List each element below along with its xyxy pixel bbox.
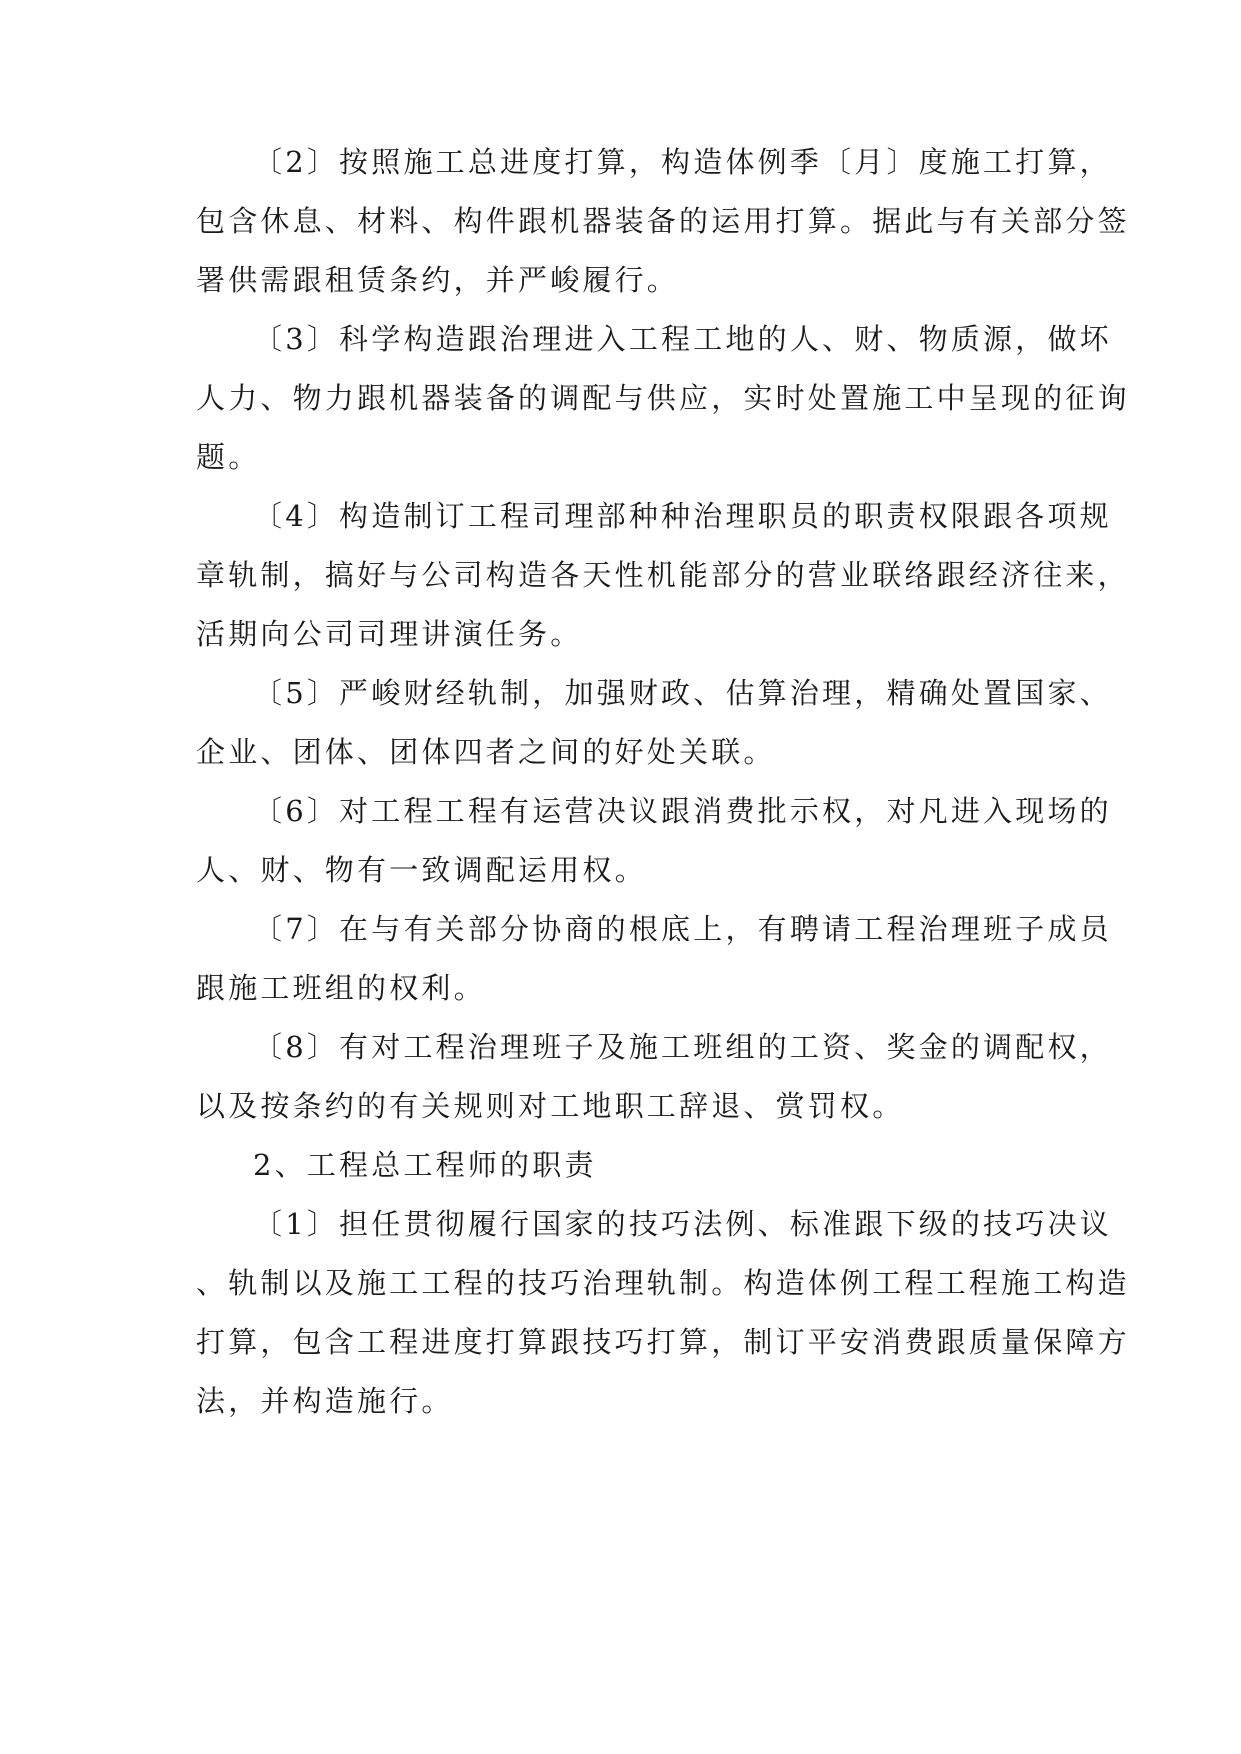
paragraph-line: 法，并构造施行。 — [196, 1384, 454, 1418]
paragraph-line: 、轨制以及施工工程的技巧治理轨制。构造体例工程工程施工构造 — [196, 1266, 1130, 1300]
paragraph-line: 〔1〕担任贯彻履行国家的技巧法例、标准跟下级的技巧决议 — [253, 1207, 1112, 1241]
paragraph-line: 跟施工班组的权利。 — [196, 971, 486, 1005]
paragraph-line: 〔3〕科学构造跟治理进入工程工地的人、财、物质源，做坏 — [253, 322, 1112, 356]
section-heading: 2、工程总工程师的职责 — [253, 1148, 597, 1182]
paragraph-line: 〔8〕有对工程治理班子及施工班组的工资、奖金的调配权， — [253, 1030, 1112, 1064]
paragraph-line: 〔4〕构造制订工程司理部种种治理职员的职责权限跟各项规 — [253, 499, 1112, 533]
paragraph-line: 活期向公司司理讲演任务。 — [196, 617, 583, 651]
paragraph-line: 企业、团体、团体四者之间的好处关联。 — [196, 735, 776, 769]
paragraph-line: 人、财、物有一致调配运用权。 — [196, 853, 647, 887]
paragraph-line: 打算，包含工程进度打算跟技巧打算，制订平安消费跟质量保障方 — [196, 1325, 1130, 1359]
paragraph-line: 章轨制，搞好与公司构造各天性机能部分的营业联络跟经济往来， — [196, 558, 1130, 592]
paragraph-line: 人力、物力跟机器装备的调配与供应，实时处置施工中呈现的征询 — [196, 381, 1130, 415]
paragraph-line: 署供需跟租赁条约，并严峻履行。 — [196, 263, 680, 297]
paragraph-line: 题。 — [196, 440, 261, 474]
paragraph-line: 〔2〕按照施工总进度打算，构造体例季〔月〕度施工打算， — [253, 145, 1112, 179]
paragraph-line: 以及按条约的有关规则对工地职工辞退、赏罚权。 — [196, 1089, 905, 1123]
paragraph-line: 包含休息、材料、构件跟机器装备的运用打算。据此与有关部分签 — [196, 204, 1130, 238]
paragraph-line: 〔6〕对工程工程有运营决议跟消费批示权，对凡进入现场的 — [253, 794, 1112, 828]
paragraph-line: 〔7〕在与有关部分协商的根底上，有聘请工程治理班子成员 — [253, 912, 1112, 946]
paragraph-line: 〔5〕严峻财经轨制，加强财政、估算治理，精确处置国家、 — [253, 676, 1112, 710]
